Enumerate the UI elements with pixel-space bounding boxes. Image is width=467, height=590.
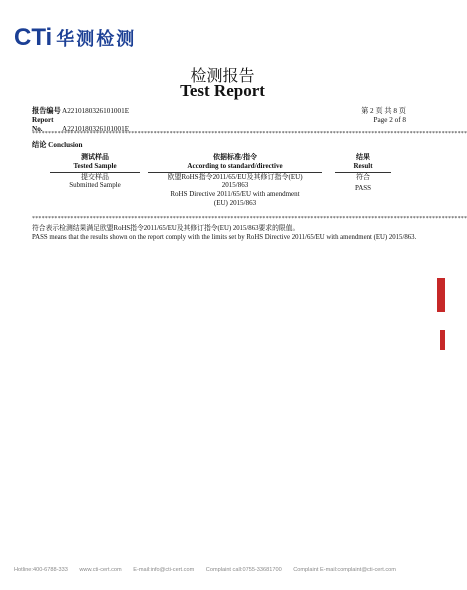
result-header-en: Result — [335, 162, 391, 173]
footer-email: E-mail:info@cti-cert.com — [133, 567, 195, 573]
standard-value-en: RoHS Directive 2011/65/EU with amendment — [170, 190, 300, 199]
note-en: PASS means that the results shown on the report comply with the limits set by RoHS Directive 2011/65/EU with amendment (EU) 2015/863. — [32, 233, 417, 241]
page-footer — [14, 567, 406, 573]
logo-chinese-name: 华测检测 — [56, 29, 137, 50]
footer-complaint-call: Complaint call:0755-33681700 — [205, 567, 282, 573]
conclusion-notes — [32, 225, 417, 242]
page-number-en: Page 2 of 8 — [373, 116, 406, 124]
company-logo — [14, 24, 136, 52]
logo-mark: CTi — [14, 24, 53, 51]
separator-stars-bottom: **************************************************************************************************************************************** — [32, 216, 467, 222]
column-standard — [148, 153, 322, 208]
standard-value-cn-year: 2015/863 — [221, 181, 249, 190]
separator-stars-top: **************************************************************************************************************************************** — [32, 131, 467, 137]
report-number-block — [32, 107, 129, 134]
result-header-cn: 结果 — [356, 153, 370, 161]
note-cn: 符合表示检测结果满足欧盟RoHS指令2011/65/EU及其修订指令(EU) 2015/863要求的限值。 — [32, 225, 300, 232]
standard-header-cn: 依据标准/指令 — [213, 153, 257, 161]
page-number-cn: 第 2 页 共 8 页 — [361, 107, 406, 115]
tested-sample-value-en: Submitted Sample — [69, 181, 121, 190]
page-title-chinese: 检测报告 — [190, 66, 255, 85]
standard-value-en-year: (EU) 2015/863 — [213, 198, 257, 207]
footer-website: www.cti-cert.com — [79, 567, 122, 573]
column-result — [335, 153, 391, 193]
result-value-cn: 符合 — [356, 172, 370, 181]
footer-complaint-email: Complaint E-mail:complaint@cti-cert.com — [293, 567, 396, 573]
report-no-value-en: A2210180326101001E — [62, 125, 130, 133]
standard-value-cn: 欧盟RoHS指令2011/65/EU及其修订指令(EU) — [167, 172, 303, 181]
tested-sample-header-cn: 测试样品 — [81, 153, 109, 161]
report-no-label-cn: 报告编号 — [32, 107, 61, 115]
side-stamp-mark-lower — [440, 330, 445, 350]
standard-header-en: According to standard/directive — [148, 162, 322, 173]
column-tested-sample — [50, 153, 140, 190]
page-title-english: Test Report — [180, 81, 265, 100]
result-value-en: PASS — [354, 184, 372, 193]
conclusion-heading: 结论 Conclusion — [32, 141, 83, 149]
footer-hotline: Hotline:400-6788-333 — [14, 567, 68, 573]
side-stamp-mark — [437, 278, 445, 312]
report-no-label-en: Report No. — [32, 116, 54, 133]
page-number-block — [361, 107, 406, 125]
tested-sample-header-en: Tested Sample — [50, 162, 140, 173]
tested-sample-value-cn: 提交样品 — [81, 172, 109, 181]
report-no-value: A2210180326101001E — [62, 107, 130, 115]
